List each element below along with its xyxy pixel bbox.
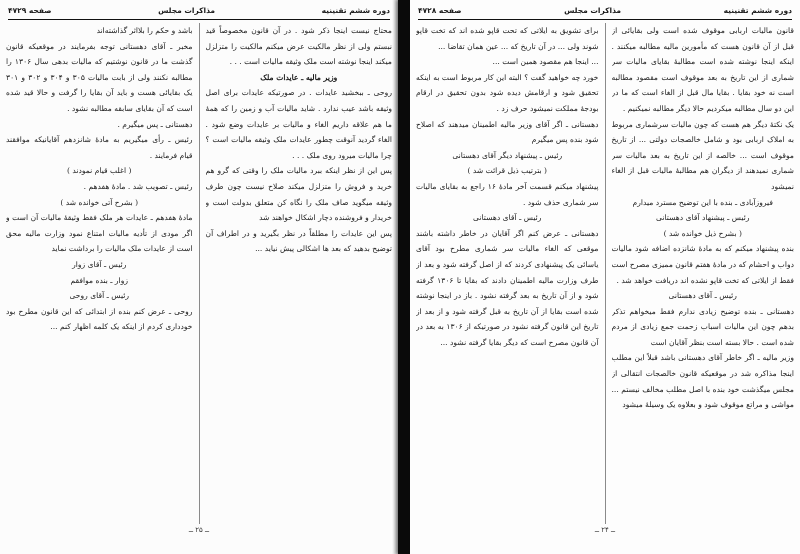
header-rule bbox=[418, 19, 792, 20]
page-footer-number: ــ ۲۴ ــ bbox=[594, 526, 616, 534]
paragraph: روحی ـ عرض کنم بنده از ابتدائی که این قانون مطرح بود خودداری کردم از اینکه یک کلمه اظهار کنم ... bbox=[6, 306, 193, 332]
paragraph: دهستانی ـ اگر آقای وزیر مالیه اطمینان میدهند که اصلاح شود بنده پس میگیرم bbox=[416, 119, 599, 145]
stage-direction: ( اغلب قیام نمودند ) bbox=[67, 166, 132, 176]
stage-direction: ( بترتیب ذیل قرائت شد ) bbox=[467, 166, 548, 176]
page-footer-number: ــ ۲۵ ــ bbox=[188, 526, 210, 534]
paragraph: روحی ـ ببخشید عایدات . در صورتیکه عایدات برای اصل وثیقه باشد عیب ندارد . شاید مالیات آب و زمین را که همهٔ ما هم علاقه داریم الغاء و مالیات بر عایدات وضع شود . الغاء گردید آنوقت چطور عایدات ملک وثیقه مالیات است ؟ چرا مالیات میرود روی ملک . . . bbox=[205, 88, 392, 160]
page-number: صفحه ۴۷۲۹ bbox=[8, 5, 52, 15]
column-right bbox=[206, 23, 393, 524]
column-left bbox=[6, 23, 193, 524]
paragraph: پس این از نظر اینکه ببرد مالیات ملک را وقتی که گرو هم خرید و فروش را متزلزل میکند صلاح نیست چون طرف وثیقه میگوید صاف ملک را نگاه کن متعلق بدولت است و خریدار و فروشنده دچار اشکال خواهند شد bbox=[205, 166, 392, 223]
speaker-line: فیروزآبادی ـ بنده با این توضیح مسترد میدارم bbox=[632, 197, 773, 207]
speaker-line: رئیس ـ آقای زوار bbox=[72, 259, 127, 269]
speaker-line: وزیر مالیه ـ عایدات ملک bbox=[260, 72, 338, 82]
running-header bbox=[418, 2, 792, 18]
page-number: صفحه ۴۷۲۸ bbox=[418, 5, 462, 15]
column-divider bbox=[199, 23, 200, 524]
session-label: دوره ششم تقنینیه bbox=[723, 5, 792, 15]
text-columns bbox=[6, 23, 392, 524]
column-right bbox=[612, 23, 795, 524]
paragraph: مخبر ـ آقای دهستانی توجه بفرمایند در موقعیکه قانون گذشت ما در قانون نوشتیم که مالیات بدهی سال ۱۳۰۶ را مطالبه نکنند ولی از بابت مالیات ۳۰۵ و ۳۰۴ و ۳۰۲ و ۳۰۱ یک بقایائی هست و باید آن بقایا را گرفت و حالا قید شده است که آن بقایای سابقه مطالبه نشود . bbox=[6, 41, 193, 113]
column-left bbox=[416, 23, 599, 524]
paragraph: برای تشویق به ایلاتی که تحت قاپو شده اند که تخت قاپو شوند ولی ... در آن تاریخ که ... عین همان تقاضا ... bbox=[416, 26, 599, 51]
paragraph: دهستانی ـ بنده توضیح زیادی ندارم فقط میخواهم تذکر بدهم چون این مالیات اسباب زحمت جمع زیادی از مردم شده است . حالا بسته است بنظر آقایان است bbox=[611, 306, 794, 347]
paragraph: یک نکتهٔ دیگر هم هست که چون مالیات سرشماری مربوط به املاک اربابی بود و شامل خالصجات دولتی ... از تاریخ موقوف است ... خالصه از این تاریخ به بعد مالیات سر شماری نمیدهند از دیگران هم مطالبهٔ مالیات قبل از الغاء نمیشود bbox=[611, 119, 794, 191]
paragraph: وزیر مالیه ـ اگر خاطر آقای دهستانی باشد قبلاً این مطلب اینجا مذاکره شد در موقعیکه قانون خالصجات انتقالی از مجلس میگذشت خود بنده با اصل مطلب مخالف نیستم ... مواشی و مراتع موقوف شود و بعلاوه یک وسیلهٔ میشود bbox=[611, 353, 794, 410]
book-binding-gutter bbox=[398, 0, 410, 554]
paragraph: قانون مالیات اربابی موقوف شده است ولی بقایائی از قبل از آن قانون هست که مأمورین مالیه مطالبه میکنند . اینکه اینجا نوشته شده است مطالبهٔ بقایای مالیات سر شماری از این تاریخ به بعد موقوف است مقصود مطالبه است نه خود بقایا . بقایا مال قبل از الغاء است که ما در این دو سال مطالبه میکردیم حالا دیگر مطالبه نمیکنیم . bbox=[611, 26, 794, 113]
header-title: مذاکرات مجلس bbox=[564, 5, 622, 15]
paragraph: دهستانی ـ پس میگیرم . bbox=[117, 119, 193, 129]
speaker-line: رئیس ـ آقای دهستانی bbox=[473, 213, 542, 223]
paragraph: پیشنهاد میکنم قسمت آخر مادهٔ ۱۶ راجع به بقایای مالیات سر شماری حذف شود . bbox=[416, 181, 599, 207]
text-columns bbox=[416, 23, 794, 524]
page-4729 bbox=[0, 0, 398, 554]
paragraph: دهستانی ـ عرض کنم اگر آقایان در خاطر داشته باشند موقعی که الغاء مالیات سر شماری مطرح بود آقای یاسائی یک پیشنهادی کردند که از اصل گرفته شود و بعد از طرف وزارت مالیه اطمینان دادند که بقایا تا ۱۳۰۶ گرفته شود و از آن تاریخ به بعد گرفته نشود . باز در اینجا نوشته شده است بقایا از آن تاریخ به قبل گرفته شود و از بعد از تاریخ این قانون گرفته نشود در صورتیکه از ۱۳۰۶ به بعد در آن قانون مصرح است که دیگر بقایا گرفته نشود ... bbox=[416, 228, 599, 347]
stage-direction: ( بشرح آتی خوانده شد ) bbox=[60, 197, 139, 207]
speaker-line: رئیس ـ آقای روحی bbox=[69, 291, 130, 301]
session-label: دوره ششم تقنینیه bbox=[321, 5, 390, 15]
speaker-line: رئیس ـ آقای دهستانی bbox=[668, 291, 737, 301]
paragraph: باشد و حکم را بلااثر گذاشته‌اند bbox=[96, 26, 193, 35]
page-4728 bbox=[410, 0, 800, 554]
paragraph: مادهٔ هفدهم ـ عایدات هر ملک فقط وثیقهٔ مالیات آن است و اگر مودی از تأدیه مالیات امتناع نمود وزارت مالیه محق است از عایدات ملک مالیات را برداشت نماید bbox=[6, 213, 193, 254]
paragraph: محتاج نیست اینجا ذکر شود . در آن قانون مخصوصاً قید نبستم ولی از نظر مالکیت عرض میکنم مالکیت را متزلزل میکند اینجا نوشته است ملک وثیقه مالیات است . . . bbox=[205, 26, 392, 67]
paragraph: بنده پیشنهاد میکنم که به مادهٔ شانزده اضافه شود مالیات دواب و احشام که در مادهٔ هفتم قانون ممیزی مصرح است فقط از ایلاتی که تخت قاپو نشده اند دریافت خواهد شد . bbox=[611, 244, 794, 285]
paragraph: ... اینجا هم مقصود همین است ... bbox=[492, 57, 599, 67]
header-rule bbox=[8, 19, 390, 20]
paragraph: رئیس ـ تصویب شد . مادهٔ هفدهم . bbox=[83, 181, 193, 191]
speaker-line: رئیس ـ پیشنهاد دیگر آقای دهستانی bbox=[452, 150, 563, 160]
speaker-line: زوار ـ بنده موافقم bbox=[70, 275, 129, 285]
running-header bbox=[8, 2, 390, 18]
column-divider bbox=[605, 23, 606, 524]
stage-direction: ( بشرح ذیل خوانده شد ) bbox=[663, 228, 742, 238]
paragraph: رئیس ـ رأی میگیریم به مادهٔ شانزدهم آقایانیکه موافقند قیام فرمایند . bbox=[6, 135, 193, 160]
speaker-line: رئیس ـ پیشنهاد آقای دهستانی bbox=[655, 213, 750, 223]
header-title: مذاکرات مجلس bbox=[158, 5, 216, 15]
paragraph: خورد چه خواهید گفت ؟ البته این کار مربوط است به اینکه تحقیق شود و ارقامش دیده شود بدون تحقیق در ارقام بودجهٔ مملکت نمیشود حرف زد . bbox=[416, 72, 599, 113]
paragraph: پس این عایدات را مطلقاً در نظر بگیرید و در اطراف آن توضیح بدهید که بعد ها اشکالی پیش نیاید ... bbox=[205, 228, 392, 254]
